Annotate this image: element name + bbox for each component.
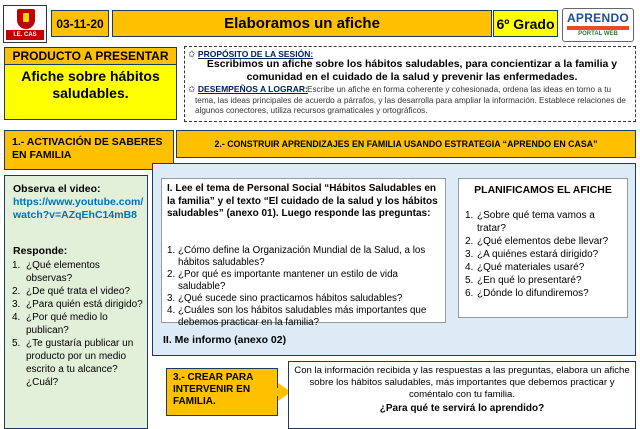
item-text: ¿En qué lo presentaré? [477, 275, 582, 286]
item-text: ¿Cómo define la Organización Mundial de la Salud, a los hábitos saludables? [178, 245, 426, 268]
desempenos-text [195, 85, 629, 117]
item-text: ¿Para quién está dirigido? [26, 299, 143, 310]
list-item [12, 311, 148, 337]
item-number: 3. [465, 249, 474, 260]
item-number: 3. [12, 299, 21, 310]
section3-heading [166, 368, 278, 416]
logo-top-text: APRENDO [566, 11, 630, 25]
item-number: 4. [167, 305, 176, 316]
item-number: 2. [167, 269, 176, 280]
item-text: ¿Qué materiales usaré? [477, 262, 585, 273]
item-number: 1. [465, 210, 474, 221]
crear-question: ¿Para qué te servirá lo aprendido? [379, 403, 545, 414]
item-number: 4. [12, 312, 21, 323]
item-number: 1. [167, 245, 176, 256]
list-item [12, 337, 148, 389]
item-text: ¿Cuáles son los hábitos saludables más importantes que debemos practicar en la familia? [178, 305, 427, 328]
observe-label: Observa el video: [13, 183, 101, 195]
list-item [12, 298, 148, 311]
star-bullet-icon: ✩ [188, 49, 196, 59]
item-number: 5. [12, 338, 21, 349]
item-number: 5. [465, 275, 474, 286]
item-text: ¿Por qué medio lo publican? [26, 312, 108, 336]
item-number: 3. [167, 293, 176, 304]
video-link[interactable]: https://www.youtube.com/watch?v=AZqEhC14mB8 [13, 196, 144, 221]
desempenos-label: DESEMPEÑOS A LOGRAR: [197, 84, 308, 94]
list-item [12, 285, 148, 298]
list-item [167, 305, 445, 329]
item-number: 4. [465, 262, 474, 273]
list-item [167, 245, 445, 269]
list-item [465, 274, 625, 287]
list-item [167, 269, 445, 293]
planificamos-question-list [465, 209, 625, 300]
crest-caption: I.E. CAS [6, 30, 44, 40]
list-item [465, 235, 625, 248]
me-informo-heading: II. Me informo (anexo 02) [163, 334, 287, 346]
page-title: Elaboramos un afiche [112, 10, 492, 37]
item-text: ¿Qué sucede sino practicamos hábitos saludables? [178, 293, 403, 304]
logo-stripe [567, 26, 629, 30]
section1-heading: 1.- ACTIVACIÓN DE SABERES EN FAMILIA [4, 130, 174, 170]
list-item [465, 261, 625, 274]
section2-heading: 2.- CONSTRUIR APRENDIZAJES EN FAMILIA USANDO ESTRATEGIA “APRENDO EN CASA” [176, 130, 636, 158]
list-item [465, 209, 625, 235]
item-text: ¿Te gustaría publicar un producto por un medio escrito a tu alcance? ¿Cuál? [26, 338, 134, 388]
item-text: ¿Qué elementos observas? [26, 260, 100, 284]
list-item [167, 293, 445, 305]
lectura-question-list [167, 245, 445, 329]
aprendo-portal-logo [562, 8, 634, 42]
activacion-box [4, 175, 148, 429]
item-text: ¿A quiénes estará dirigido? [477, 249, 599, 260]
planificamos-box [458, 178, 628, 318]
proposito-box [184, 46, 636, 122]
proposito-label: PROPÓSITO DE LA SESIÓN: [197, 49, 314, 59]
producto-heading: PRODUCTO A PRESENTAR [4, 47, 177, 65]
proposito-text: Escribimos un afiche sobre los hábitos saludables, para concientizar a la familia y comunidad en el cuidado de la salud y prevenir las enfermedades. [206, 58, 618, 83]
item-text: ¿Qué elementos debe llevar? [477, 236, 609, 247]
crear-text: Con la información recibida y las respuestas a las preguntas, elabora un afiche sobre los hábitos saludables, más importantes que debemos practicar y coméntalo con tu familia. [294, 365, 630, 400]
school-crest-logo [3, 5, 47, 43]
item-number: 1. [12, 260, 21, 271]
grade-badge: 6º Grado [493, 10, 558, 37]
list-item [465, 248, 625, 261]
producto-text: Afiche sobre hábitos saludables. [4, 64, 177, 120]
section3-title: 3.- CREAR PARA INTERVENIR EN FAMILIA. [173, 372, 254, 407]
list-item [465, 287, 625, 300]
logo-bottom-text: PORTAL WEB [578, 31, 618, 37]
list-item [12, 259, 148, 285]
session-date: 03-11-20 [51, 10, 109, 37]
lectura-heading: I. Lee el tema de Personal Social “Hábitos Saludables en la familia” y el texto “El cuidado de la salud y los hábitos saludables” (anexo 01). Luego responde las preguntas: [167, 183, 438, 219]
item-text: ¿Sobre qué tema vamos a tratar? [477, 210, 595, 234]
respond-label: Responde: [13, 245, 68, 257]
item-text: ¿Por qué es importante mantener un estilo de vida saludable? [178, 269, 399, 292]
shield-icon [17, 9, 35, 29]
crear-box [288, 361, 636, 429]
item-number: 2. [12, 286, 21, 297]
desempenos-body: Escribe un afiche en forma coherente y cohesionada, ordena las ideas en torno a tu tema, las ideas principales de acuerdo a párrafos, y las desarrolla para ampliar la información. Establece relaciones de algunos conectores, utiliza recursos gramaticales y ortográficos. [195, 85, 626, 115]
construir-box [152, 163, 636, 356]
item-number: 6. [465, 288, 474, 299]
item-text: ¿De qué trata el video? [26, 286, 130, 297]
activacion-question-list [12, 259, 148, 389]
item-text: ¿Dónde lo difundiremos? [477, 288, 589, 299]
star-bullet-icon: ✩ [188, 84, 196, 94]
item-number: 2. [465, 236, 474, 247]
lectura-box [161, 178, 446, 328]
planificamos-heading: PLANIFICAMOS EL AFICHE [474, 184, 612, 196]
